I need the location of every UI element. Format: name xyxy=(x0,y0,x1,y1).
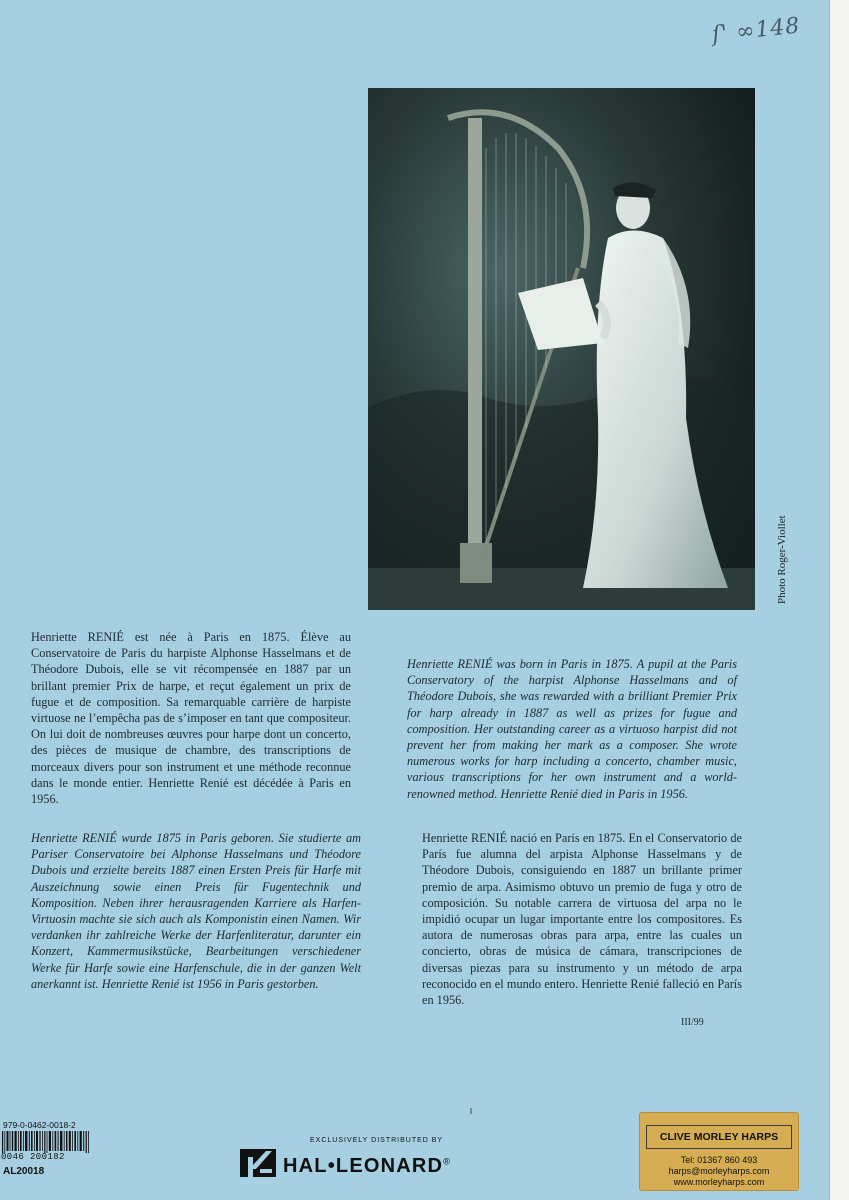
page-edge xyxy=(829,0,849,1200)
dealer-website: www.morleyharps.com xyxy=(673,1177,765,1187)
handwritten-note: ſ' ∞148 xyxy=(710,13,802,48)
dealer-phone: Tel: 01367 860 493 xyxy=(680,1155,758,1165)
dealer-email: harps@morleyharps.com xyxy=(668,1166,770,1176)
hal-leonard-logo-icon xyxy=(240,1147,276,1179)
dealer-stamp xyxy=(639,1112,799,1191)
photo-credit: Photo Roger-Viollet xyxy=(776,515,788,604)
brand-name: HAL•LEONARD xyxy=(283,1155,444,1177)
registered-mark: ® xyxy=(443,1156,452,1167)
distributor-tagline: EXCLUSIVELY DISTRIBUTED BY xyxy=(310,1137,444,1144)
print-code: III/99 xyxy=(681,1017,704,1028)
biography-french: Henriette RENIÉ est née à Paris en 1875. Élève au Conservatoire de Paris du harpiste Alphonse Hasselmans et de Théodore Dubois, elle se vit récompensée en 1887 par un brillant premier Prix de harpe, et reçut également un prix de fugue et de composition. Sa remarquable carrière de harpiste virtuose ne l’empêcha pas de s’imposer en tant que compositeur. On lui doit de nombreuses œuvres pour harpe dont un concerto, des pièces de musique de chambre, des transcriptions de morceaux divers pour son instrument et une méthode reconnue dans le monde entier. Henriette Renié est décédée à Paris en 1956. xyxy=(31,630,351,807)
biography-english: Henriette RENIÉ was born in Paris in 1875. A pupil at the Paris Conservatory of the harpist Alphonse Hasselmans and of Théodore Dubois, she was rewarded with a brilliant Premier Prix for harp already in 1887 as well as prizes for fugue and composition. Her outstanding career as a virtuoso harpist did not prevent her from making her mark as a composer. She wrote numerous works for harp including a concerto, chamber music, various transcriptions for her own instrument and a world-renowned method. Henriette Renié died in Paris in 1956. xyxy=(407,657,737,801)
hal-leonard-wordmark xyxy=(283,1155,451,1178)
harpist-photo xyxy=(368,88,755,610)
biography-spanish: Henriette RENIÉ nació en París en 1875. En el Conservatorio de París fue alumna del arpista Alphonse Hasselmans y de Théodore Dubois, consiguiendo en 1887 un brillante primer premio de arpa. Asimismo obtuvo un premio de fuga y otro de composición. Su notable carrera de virtuosa del arpa no le impidió ocupar un lugar importante entre los compositores. Es autora de numerosas obras para arpa, entre las cuales un concierto, obras de música de cámara, transcripciones de diversas piezas para su instrumento y un método de arpa reconocido en el mundo entero. Henriette Renié falleció en París en 1956. xyxy=(422,831,742,1008)
biography-german: Henriette RENIÉ wurde 1875 in Paris geboren. Sie studierte am Pariser Conservatoire bei Alphonse Hasselmans und Théodore Dubois und erzielte bereits 1887 einen Ersten Preis für Harfe mit Auszeichnung sowie einen Preis für Fugentechnik und Komposition. Neben ihrer herausragenden Karriere als Harfen-Virtuosin machte sie sich auch als Komponistin einen Namen. Wir verdanken ihr zahlreiche Werke der Harfenliteratur, darunter ein Konzert, Kammermusikstücke, Bearbeitungen verschiedener Werke für Harfe sowie eine Harfenschule, die in der ganzen Welt anerkannt ist. Henriette Renié ist 1956 in Paris gestorben. xyxy=(31,831,361,991)
catalog-number: AL20018 xyxy=(3,1166,45,1177)
barcode-digits: 0046 200182 xyxy=(1,1152,65,1162)
barcode xyxy=(2,1131,90,1153)
isbn-number: 979-0-0462-0018-2 xyxy=(3,1120,76,1130)
dealer-name: CLIVE MORLEY HARPS xyxy=(646,1125,792,1149)
harpist-illustration xyxy=(368,88,755,610)
page-mark xyxy=(470,1108,472,1114)
